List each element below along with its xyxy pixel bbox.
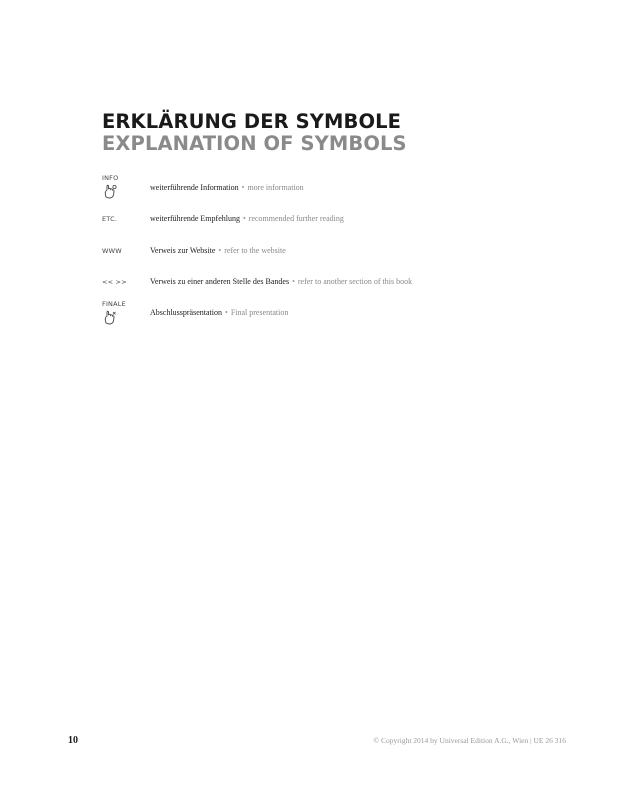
description-german: weiterführende Information <box>150 183 239 192</box>
description-german: Verweis zur Website <box>150 246 216 255</box>
legend-row-finale <box>0 300 620 330</box>
page-heading <box>102 111 407 155</box>
heading-german: ERKLÄRUNG DER SYMBOLE <box>102 110 402 133</box>
symbol-tag-cross-reference: << >> <box>102 278 127 286</box>
symbol-description-finale <box>150 308 288 318</box>
description-english: recommended further reading <box>248 214 344 223</box>
description-english: Final presentation <box>230 308 289 317</box>
description-german: Abschlusspräsentation <box>150 308 222 317</box>
copyright-notice: © Copyright 2014 by Universal Edition A.G., Wien | UE 26 316 <box>373 736 566 745</box>
legend-row-www <box>0 245 620 275</box>
description-english: refer to another section of this book <box>297 277 413 286</box>
symbol-tag-etc: ETC. <box>102 215 118 223</box>
symbol-tag-info: INFO <box>102 174 119 182</box>
separator-bullet: • <box>242 214 246 223</box>
description-german: weiterführende Empfehlung <box>150 214 240 223</box>
symbol-description-info <box>150 183 304 193</box>
symbol-description-cross-reference <box>150 277 412 287</box>
legend-row-etc <box>0 213 620 243</box>
finale-hand-icon <box>102 309 118 325</box>
separator-bullet: • <box>292 277 295 286</box>
heading-english: EXPLANATION OF SYMBOLS <box>102 132 407 155</box>
symbol-tag-www: WWW <box>102 247 122 255</box>
description-german: Verweis zu einer anderen Stelle des Bandes <box>150 277 290 286</box>
separator-bullet: • <box>218 246 222 255</box>
symbol-description-etc <box>150 214 344 224</box>
description-english: refer to the website <box>224 246 286 255</box>
description-english: more information <box>247 183 304 192</box>
legend-row-info <box>0 174 620 204</box>
separator-bullet: • <box>225 308 228 317</box>
page-number: 10 <box>68 735 78 746</box>
separator-bullet: • <box>241 183 245 192</box>
info-hand-icon <box>102 183 118 199</box>
symbol-description-www <box>150 246 286 256</box>
symbol-tag-finale: FINALE <box>102 300 126 308</box>
